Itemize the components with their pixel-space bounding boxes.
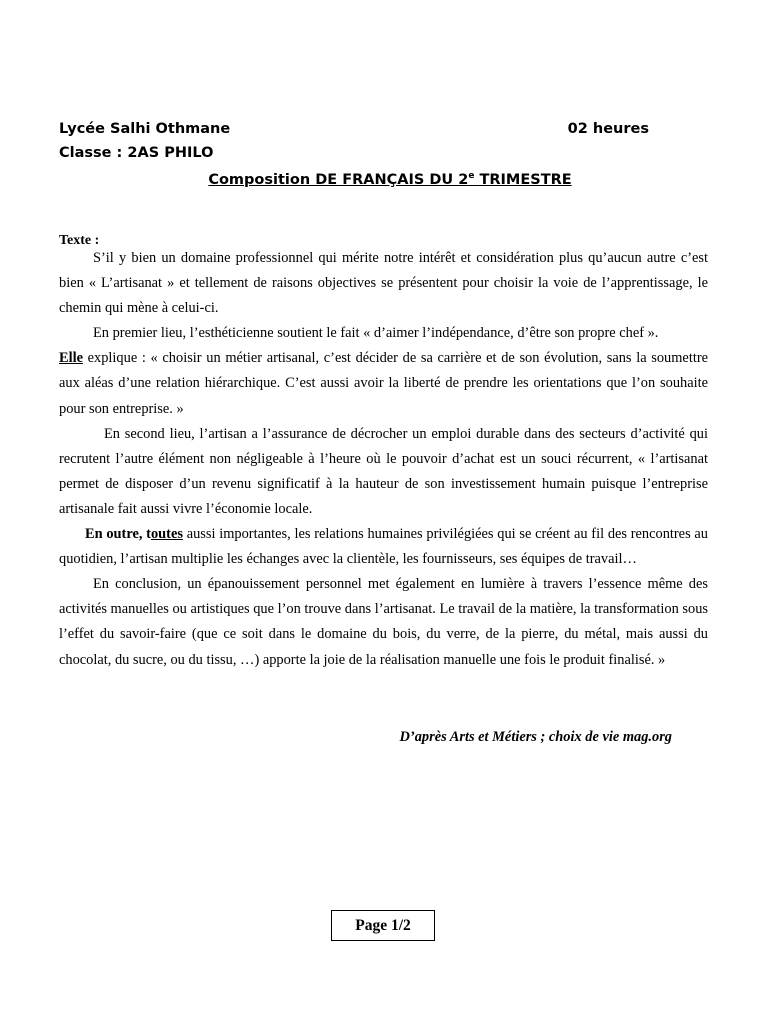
school-name: Lycée Salhi Othmane bbox=[59, 121, 231, 137]
document-header bbox=[59, 118, 649, 164]
paragraph-3: En second lieu, l’artisan a l’assurance de décrocher un emploi durable dans des secteurs d’activité qui recrutent l’autre élément non négligeable à l’heure où le pouvoir d’achat est un souci récurrent, « l’artisanat permet de disposer d’un revenu significatif à la hauteur de son investissement humain puisque l’entreprise artisanale fait aussi vivre l’économie locale. bbox=[59, 425, 708, 517]
paragraph-4-rest: aussi importantes, les relations humaines privilégiées qui se créent au fil des rencontres au quotidien, l’artisan multiplie les échanges avec la clientèle, les fournisseurs, ses équipes de travail… bbox=[59, 526, 708, 568]
text-source: D’après Arts et Métiers ; choix de vie mag.org bbox=[399, 729, 672, 745]
paragraph-1: S’il y bien un domaine professionnel qui mérite notre intérêt et considération plus qu’aucun autre c’est bien « L’artisanat » et tellement de raisons objectives se présentent pour choisir la voie de l’apprentissage, le chemin qui mène à celui-ci. bbox=[59, 250, 708, 317]
header-row-1 bbox=[59, 118, 649, 140]
paragraph-4-bold: En outre, t bbox=[85, 526, 151, 543]
text-label: Texte : bbox=[59, 233, 100, 248]
title-superscript: e bbox=[468, 171, 475, 182]
paragraph-2b-rest: explique : « choisir un métier artisanal, c’est décider de sa carrière et de son évolution, sans la soumettre aux aléas d’une relation hiérarchique. C’est aussi avoir la liberté de prendre les orientations que l’on souhaite pour son entreprise. » bbox=[59, 350, 708, 417]
title-prefix: Composition DE FRANÇAIS DU 2 bbox=[208, 172, 469, 188]
word-toutes-underlined: outes bbox=[150, 526, 183, 543]
exam-title bbox=[0, 169, 768, 191]
paragraph-2b bbox=[59, 346, 708, 421]
paragraph-5: En conclusion, un épanouissement personnel met également en lumière à travers l’essence même des activités manuelles ou artistiques que l’on trouve dans l’artisanat. Le travail de la matière, la transformation sous l’effet du savoir-faire (que ce soit dans le domaine du bois, du verre, de la pierre, du métal, mais aussi du chocolat, du sucre, ou du tissu, …) apporte la joie de la réalisation manuelle une fois le produit finalisé. » bbox=[59, 576, 708, 668]
text-body bbox=[59, 246, 708, 673]
page-number-box bbox=[331, 910, 435, 941]
paragraph-4 bbox=[59, 522, 708, 572]
exam-duration: 02 heures bbox=[567, 121, 649, 137]
page-number: Page 1/2 bbox=[355, 916, 411, 934]
paragraph-2: En premier lieu, l’esthéticienne soutient le fait « d’aimer l’indépendance, d’être son propre chef ». bbox=[93, 325, 659, 342]
title-suffix: TRIMESTRE bbox=[474, 172, 572, 188]
class-label: Classe : 2AS PHILO bbox=[59, 145, 214, 161]
pronoun-elle: Elle bbox=[59, 350, 83, 367]
